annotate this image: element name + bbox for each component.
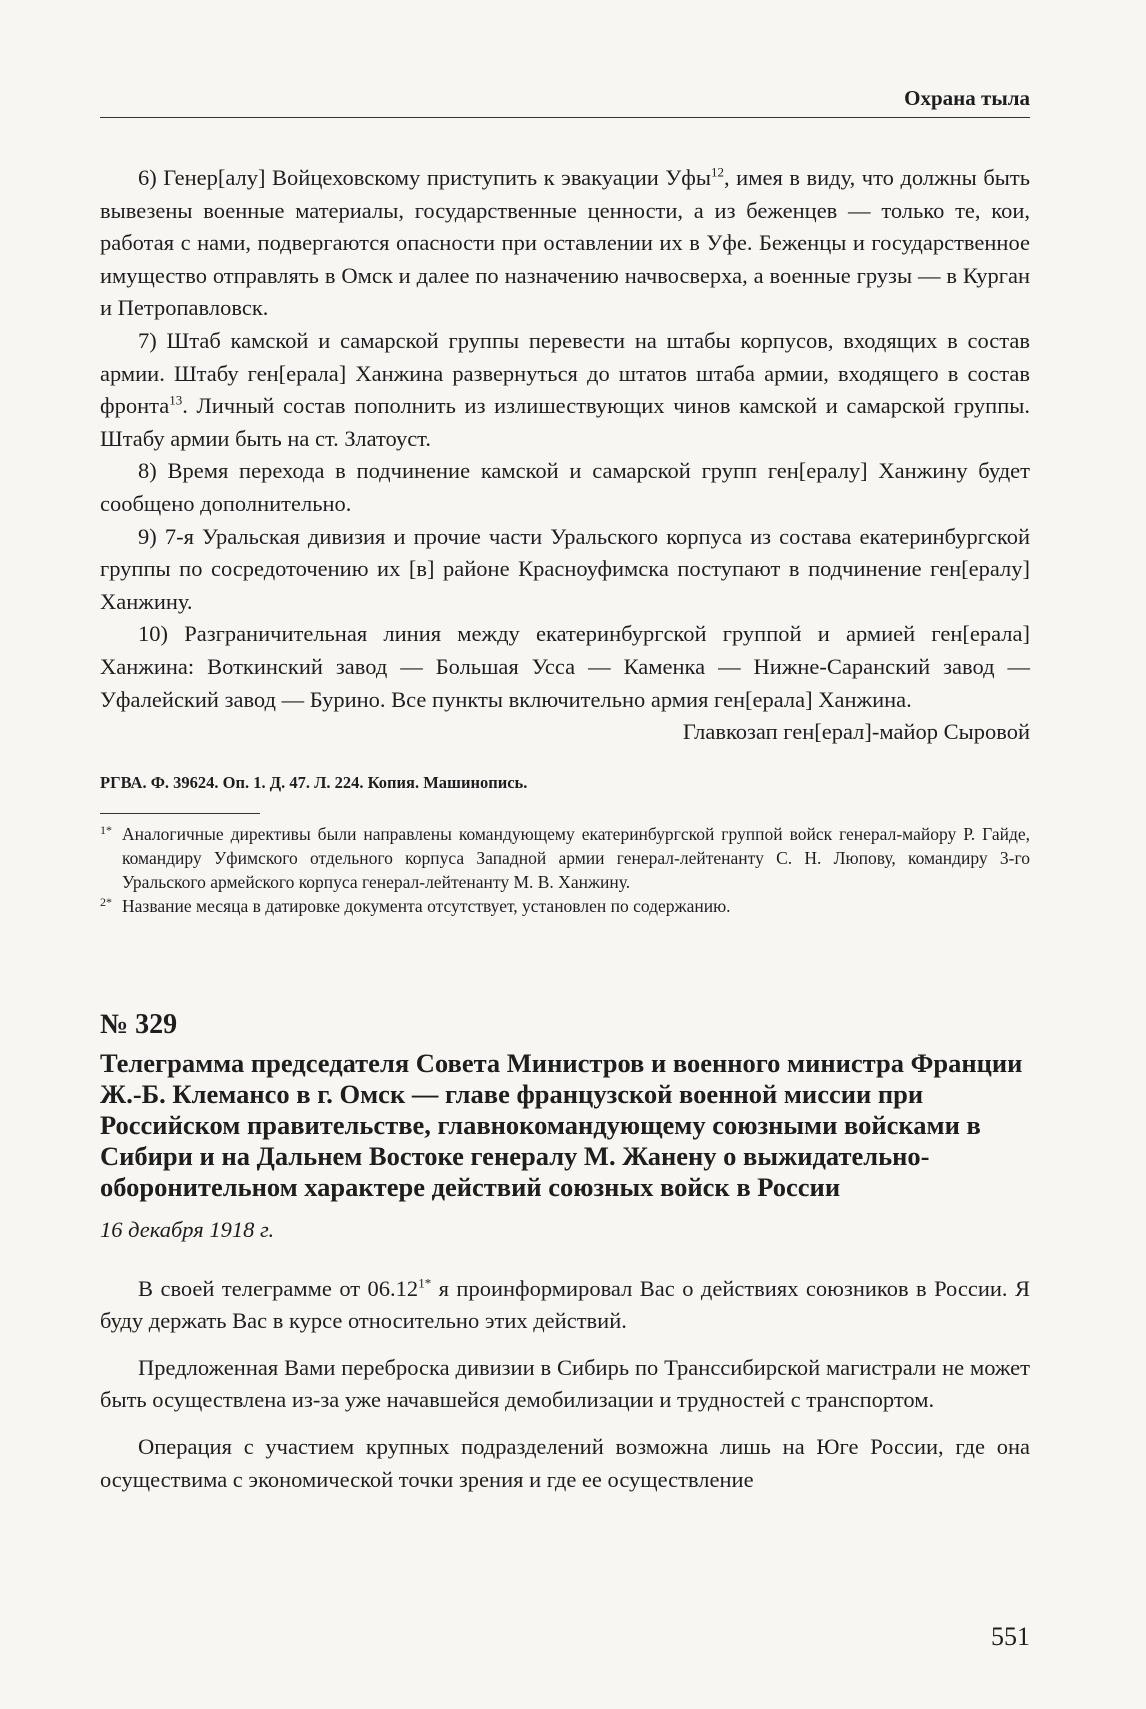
directive-paragraph-8: 8) Время перехода в подчинение камской и самарской групп ген[ералу] Ханжину будет сообщено дополнительно.: [100, 458, 1030, 516]
telegram-paragraph: Операция с участием крупных подразделений возможна лишь на Юге России, где она осуществима с экономической точки зрения и где ее осуществление: [100, 1434, 1030, 1492]
footnote-text: Название месяца в датировке документа отсутствует, установлен по содержанию.: [122, 895, 731, 916]
endnote-ref: 12: [711, 164, 724, 180]
document-title: Телеграмма председателя Совета Министров и военного министра Франции Ж.-Б. Клемансо в г. Омск — главе французской военной миссии при Российском правительстве, главнокомандующему союзными войсками в Сибири и на Дальнем Востоке генералу М. Жанену о выжидательно-оборонительном характере действий союзных войск в России: [100, 1047, 1023, 1202]
text-segment: . Личный состав пополнить из излишествующих чинов камской и самарской группы. Штабу армии быть на ст. Златоуст.: [100, 393, 1030, 451]
text-segment: 6) Генер[алу] Войцеховскому приступить к эвакуации Уфы: [138, 165, 711, 190]
page-number: 551: [991, 1622, 1030, 1651]
footnote-divider: [100, 813, 260, 814]
running-head: Охрана тыла: [100, 86, 1030, 118]
text-segment: В своей телеграмме от 06.12: [138, 1275, 419, 1301]
footnote-mark: 1*: [100, 822, 112, 837]
directive-paragraph-10: 10) Разграничительная линия между екатеринбургской группой и армией ген[ерала] Ханжина: Воткинский завод — Большая Усса — Каменка — Нижне-Саранский завод — Уфалейский завод — Бурино. Все пункты включительно армия ген[ерала] Ханжина.: [100, 621, 1030, 712]
footnote-mark: 2*: [100, 894, 112, 909]
footnote-ref: 1*: [418, 1275, 432, 1291]
text-segment: 7) Штаб камской и самарской группы перевести на штабы корпусов, входящих в состав армии. Штабу ген[ерала] Ханжина развернуться до штатов штаба армии, входящего в состав фронта: [100, 327, 1030, 419]
directive-paragraph-9: 9) 7-я Уральская дивизия и прочие части Уральского корпуса из состава екатеринбургской группы по сосредоточению их [в] районе Красноуфимска поступают в подчинение ген[ералу] Ханжину.: [100, 523, 1030, 614]
text-segment: , имея в виду, что должны быть вывезены военные материалы, государственные ценности, а из беженцев — только те, кои, работая с нами, подвергаются опасности при оставлении их в Уфе. Беженцы и государственное имущество отправлять в Омск и далее по назначению начвосверха, а военные грузы — в Курган и Петропавловск.: [100, 165, 1030, 321]
endnote-ref: 13: [169, 392, 183, 408]
directive-paragraph-6: [100, 162, 1030, 325]
signature: Главкозап ген[ерал]-майор Сыровой: [682, 719, 1030, 745]
directive-paragraph-7: [100, 325, 1030, 455]
text-segment: я проинформировал Вас о действиях союзников в России. Я буду держать Вас в курсе относительно этих действий.: [100, 1275, 1030, 1334]
footnote: [100, 822, 1030, 894]
telegram-paragraph: [100, 1273, 1030, 1338]
document-date: 16 декабря 1918 г.: [100, 1216, 275, 1242]
telegram-paragraph: Предложенная Вами переброска дивизии в Сибирь по Транссибирской магистрали не может быть осуществлена из-за уже начавшейся демобилизации и трудностей с транспортом.: [100, 1354, 1030, 1413]
page-content: [100, 162, 1030, 1496]
footnote: [100, 894, 1030, 918]
footnote-text: Аналогичные директивы были направлены командующему екатеринбургской группой войск генерал-майору Р. Гайде, командиру Уфимского отдельного корпуса Западной армии генерал-лейтенанту С. Н. Люпову, командиру 3-го Уральского армейского корпуса генерал-лейтенанту М. В. Ханжину.: [122, 823, 1030, 892]
archive-source: РГВА. Ф. 39624. Оп. 1. Д. 47. Л. 224. Копия. Машинопись.: [100, 772, 528, 792]
document-number: № 329: [100, 1008, 178, 1040]
